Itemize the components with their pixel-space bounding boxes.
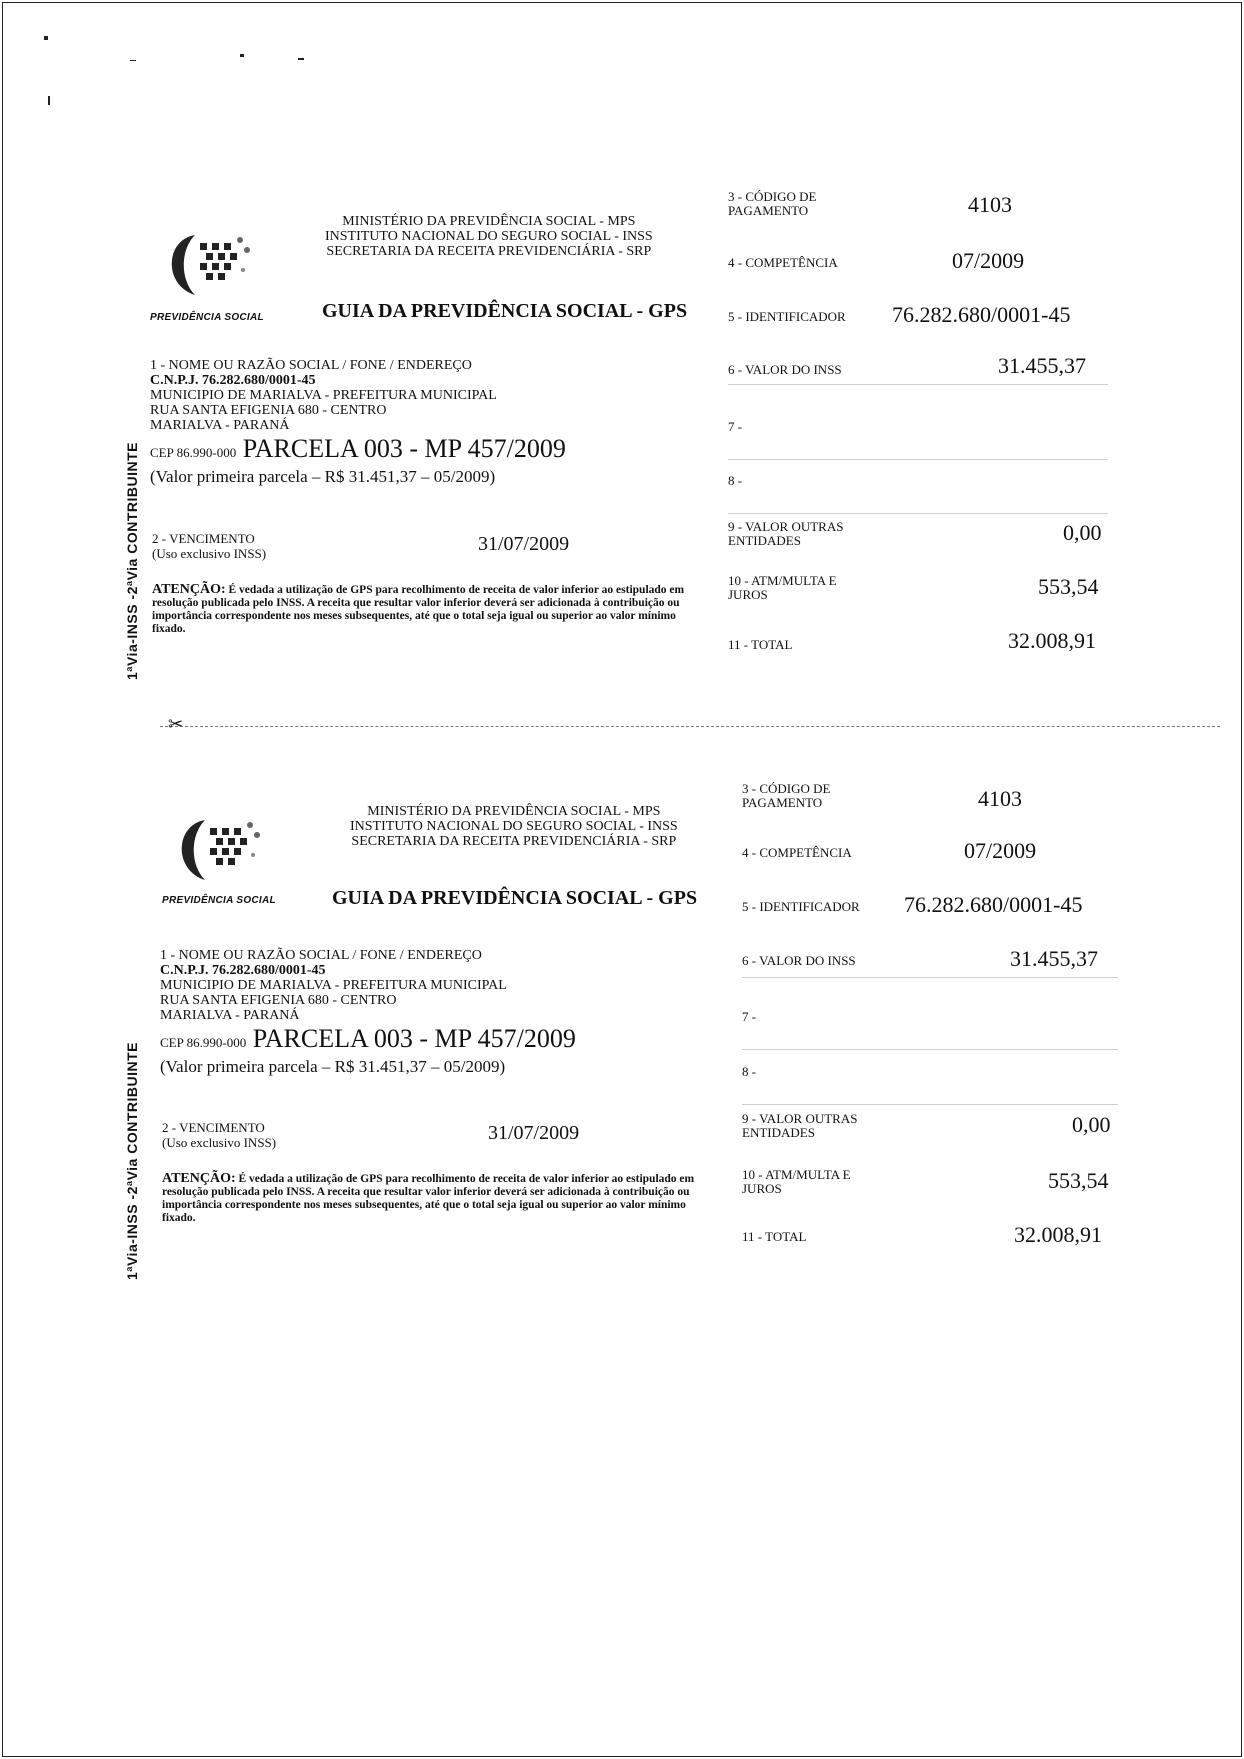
header-line-srp: SECRETARIA DA RECEITA PREVIDENCIÁRIA - SRP [326,244,652,259]
first-installment-note: (Valor primeira parcela – R$ 31.451,37 – 05/2009) [160,1057,506,1076]
previdencia-logo-icon [165,810,285,890]
payer-block [150,358,566,487]
vencimento-value: 31/07/2009 [478,533,570,555]
logo-caption: PREVIDÊNCIA SOCIAL [162,895,276,906]
parcela-text: PARCELA 003 - MP 457/2009 [252,1024,576,1053]
cut-line [160,726,1220,727]
scissors-icon: ✂ [168,714,184,734]
field-competencia: 4 - COMPETÊNCIA 07/2009 [728,248,1025,273]
payer-city: MARIALVA - PARANÁ [160,1008,300,1023]
payer-cnpj: C.N.P.J. 76.282.680/0001-45 [160,963,326,978]
first-installment-note: (Valor primeira parcela – R$ 31.451,37 – 05/2009) [150,467,496,486]
logo-caption: PREVIDÊNCIA SOCIAL [150,312,264,323]
warning-notice [162,1172,722,1225]
atm-value: 553,54 [1038,574,1099,599]
field-valor-inss: 6 - VALOR DO INSS 31.455,37 [728,353,1108,385]
field-total: 11 - TOTAL 32.008,91 [728,628,1096,653]
parcela-line [160,1025,576,1057]
warning-text: É vedada a utilização de GPS para recolhimento de receita de valor inferior ao estipulado em resolução publicada pelo INSS. A receita que resultar valor inferior deverá ser adicionada à contribuição ou importância correspondente nos meses subsequentes, até que o total seja igual ou superior ao valor mínimo fixado. [162,1173,695,1224]
codigo-value: 4103 [978,786,1022,811]
warning-lead: ATENÇÃO: [152,582,226,597]
total-value: 32.008,91 [1014,1222,1102,1247]
header-line-mps: MINISTÉRIO DA PREVIDÊNCIA SOCIAL - MPS [367,804,661,819]
via-side-label: 1ªVia-INSS -2ªVia CONTRIBUINTE [124,441,140,680]
field-competencia: 4 - COMPETÊNCIA 07/2009 [742,838,1037,863]
parcela-text: PARCELA 003 - MP 457/2009 [242,434,566,463]
gps-guide-first [0,180,1244,740]
warning-notice [152,583,712,636]
field-identificador: 5 - IDENTIFICADOR 76.282.680/0001-45 [742,892,1083,917]
payer-label: 1 - NOME OU RAZÃO SOCIAL / FONE / ENDEREÇO [150,358,472,373]
valor-inss-value: 31.455,37 [1010,946,1098,971]
ministry-header [325,214,653,259]
total-value: 32.008,91 [1008,628,1096,653]
outras-value: 0,00 [1063,520,1102,545]
field-valor-inss: 6 - VALOR DO INSS 31.455,37 [742,946,1118,978]
payer-cep: CEP 86.990-000 [150,445,237,460]
gps-title: GUIA DA PREVIDÊNCIA SOCIAL - GPS [322,300,688,322]
via-side-label: 1ªVia-INSS -2ªVia CONTRIBUINTE [124,1041,140,1280]
header-line-inss: INSTITUTO NACIONAL DO SEGURO SOCIAL - INSS [350,819,678,834]
gps-guide-second [0,770,1244,1330]
ministry-header [350,804,678,849]
field-atm-multa-juros: 10 - ATM/MULTA E JUROS 553,54 [742,1167,1109,1196]
vencimento-value: 31/07/2009 [488,1122,580,1144]
payer-block [160,948,576,1077]
field-outras-entidades: 9 - VALOR OUTRAS ENTIDADES 0,00 [742,1111,1111,1140]
identificador-value: 76.282.680/0001-45 [904,892,1083,917]
header-line-srp: SECRETARIA DA RECEITA PREVIDENCIÁRIA - SRP [351,834,677,849]
payer-name: MUNICIPIO DE MARIALVA - PREFEITURA MUNICIPAL [160,978,507,993]
field-7: 7 - [728,420,1108,460]
payer-cnpj: C.N.P.J. 76.282.680/0001-45 [150,373,316,388]
outras-value: 0,00 [1072,1112,1111,1137]
warning-lead: ATENÇÃO: [162,1171,236,1186]
competencia-value: 07/2009 [952,248,1025,273]
parcela-line [150,435,566,467]
field-8: 8 - [728,474,1108,514]
field-codigo-pagamento: 3 - CÓDIGO DE PAGAMENTO 4103 [728,189,1012,218]
previdencia-logo-icon [155,225,275,305]
field-atm-multa-juros: 10 - ATM/MULTA E JUROS 553,54 [728,573,1099,602]
competencia-value: 07/2009 [964,838,1037,863]
header-line-inss: INSTITUTO NACIONAL DO SEGURO SOCIAL - INSS [325,229,653,244]
field-identificador: 5 - IDENTIFICADOR 76.282.680/0001-45 [728,302,1071,327]
codigo-value: 4103 [968,192,1012,217]
field-7: 7 - [742,1010,1118,1050]
field-outras-entidades: 9 - VALOR OUTRAS ENTIDADES 0,00 [728,519,1102,548]
field-codigo-pagamento: 3 - CÓDIGO DE PAGAMENTO 4103 [742,781,1022,811]
payer-street: RUA SANTA EFIGENIA 680 - CENTRO [160,993,397,1008]
valor-inss-value: 31.455,37 [998,353,1086,378]
header-line-mps: MINISTÉRIO DA PREVIDÊNCIA SOCIAL - MPS [342,214,636,229]
identificador-value: 76.282.680/0001-45 [892,302,1071,327]
payer-label: 1 - NOME OU RAZÃO SOCIAL / FONE / ENDEREÇO [160,948,482,963]
vencimento-label: 2 - VENCIMENTO (Uso exclusivo INSS) [162,1120,277,1150]
field-8: 8 - [742,1065,1118,1105]
warning-text: É vedada a utilização de GPS para recolhimento de receita de valor inferior ao estipulado em resolução publicada pelo INSS. A receita que resultar valor inferior deverá ser adicionada à contribuição ou importância correspondente nos meses subsequentes, até que o total seja igual ou superior ao valor mínimo fixado. [152,584,685,635]
payer-street: RUA SANTA EFIGENIA 680 - CENTRO [150,403,387,418]
gps-title: GUIA DA PREVIDÊNCIA SOCIAL - GPS [332,887,698,909]
vencimento-label: 2 - VENCIMENTO (Uso exclusivo INSS) [152,531,267,561]
payer-city: MARIALVA - PARANÁ [150,418,290,433]
payer-name: MUNICIPIO DE MARIALVA - PREFEITURA MUNICIPAL [150,388,497,403]
payer-cep: CEP 86.990-000 [160,1035,247,1050]
field-total: 11 - TOTAL 32.008,91 [742,1222,1102,1247]
atm-value: 553,54 [1048,1168,1109,1193]
